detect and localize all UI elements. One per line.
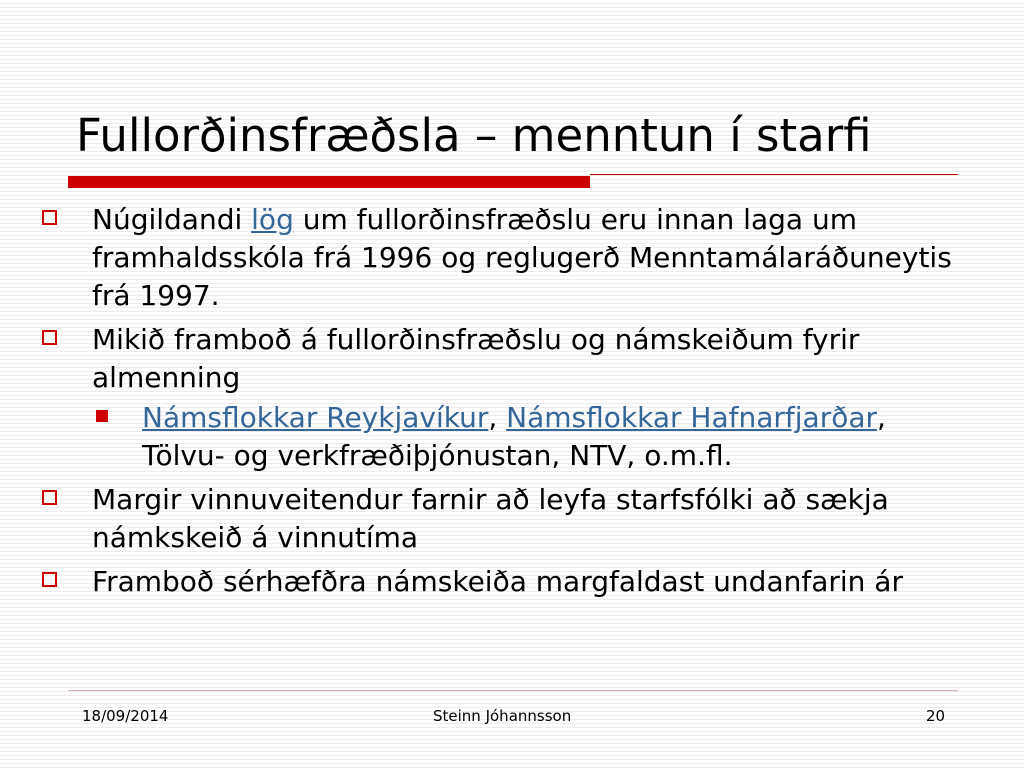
bullet-3-text: Margir vinnuveitendur farnir að leyfa starfsfólki að sækja námkskeið á vinnutíma [92, 483, 889, 554]
hollow-square-icon [42, 490, 57, 505]
link-namsflokkar-hafnarfjardar[interactable]: Námsflokkar Hafnarfjarðar [506, 401, 878, 434]
sub-bullet-list [92, 399, 975, 475]
slide-title: Fullorðinsfræðsla – menntun í starfi [76, 109, 872, 162]
link-namsflokkar-reykjavikur[interactable]: Námsflokkar Reykjavíkur [142, 401, 489, 434]
bullet-item-2 [40, 321, 975, 475]
hollow-square-icon [42, 210, 57, 225]
footer-author: Steinn Jóhannsson [433, 707, 572, 725]
bullet-1-text-after: um fullorðinsfræðslu eru innan laga um framhaldsskóla frá 1996 og reglugerð Menntamálaráðuneytis frá 1997. [92, 203, 952, 312]
hollow-square-icon [42, 572, 57, 587]
footer-divider-line [68, 690, 958, 691]
filled-square-icon [96, 410, 108, 422]
bullet-4-text: Framboð sérhæfðra námskeiða margfaldast undanfarin ár [92, 565, 903, 598]
bullet-1-text-before: Núgildandi [92, 203, 252, 236]
bullet-item-1 [40, 201, 975, 315]
title-accent-bar [68, 176, 590, 188]
bullet-item-3 [40, 481, 975, 557]
hollow-square-icon [42, 330, 57, 345]
slide-body [40, 201, 975, 607]
bullet-2-text: Mikið framboð á fullorðinsfræðslu og námskeiðum fyrir almenning [92, 323, 860, 394]
link-log[interactable]: lög [251, 203, 294, 236]
sub-bullet-separator: , [488, 401, 507, 434]
bullet-list [40, 201, 975, 601]
sub-bullet-text-after: , Tölvu- og verkfræðiþjónustan, NTV, o.m.fl. [142, 401, 886, 472]
footer-page-number: 20 [926, 707, 946, 725]
title-divider-line [590, 174, 958, 175]
bullet-item-4 [40, 563, 975, 601]
footer-date: 18/09/2014 [82, 707, 169, 725]
sub-bullet-item-1 [92, 399, 975, 475]
